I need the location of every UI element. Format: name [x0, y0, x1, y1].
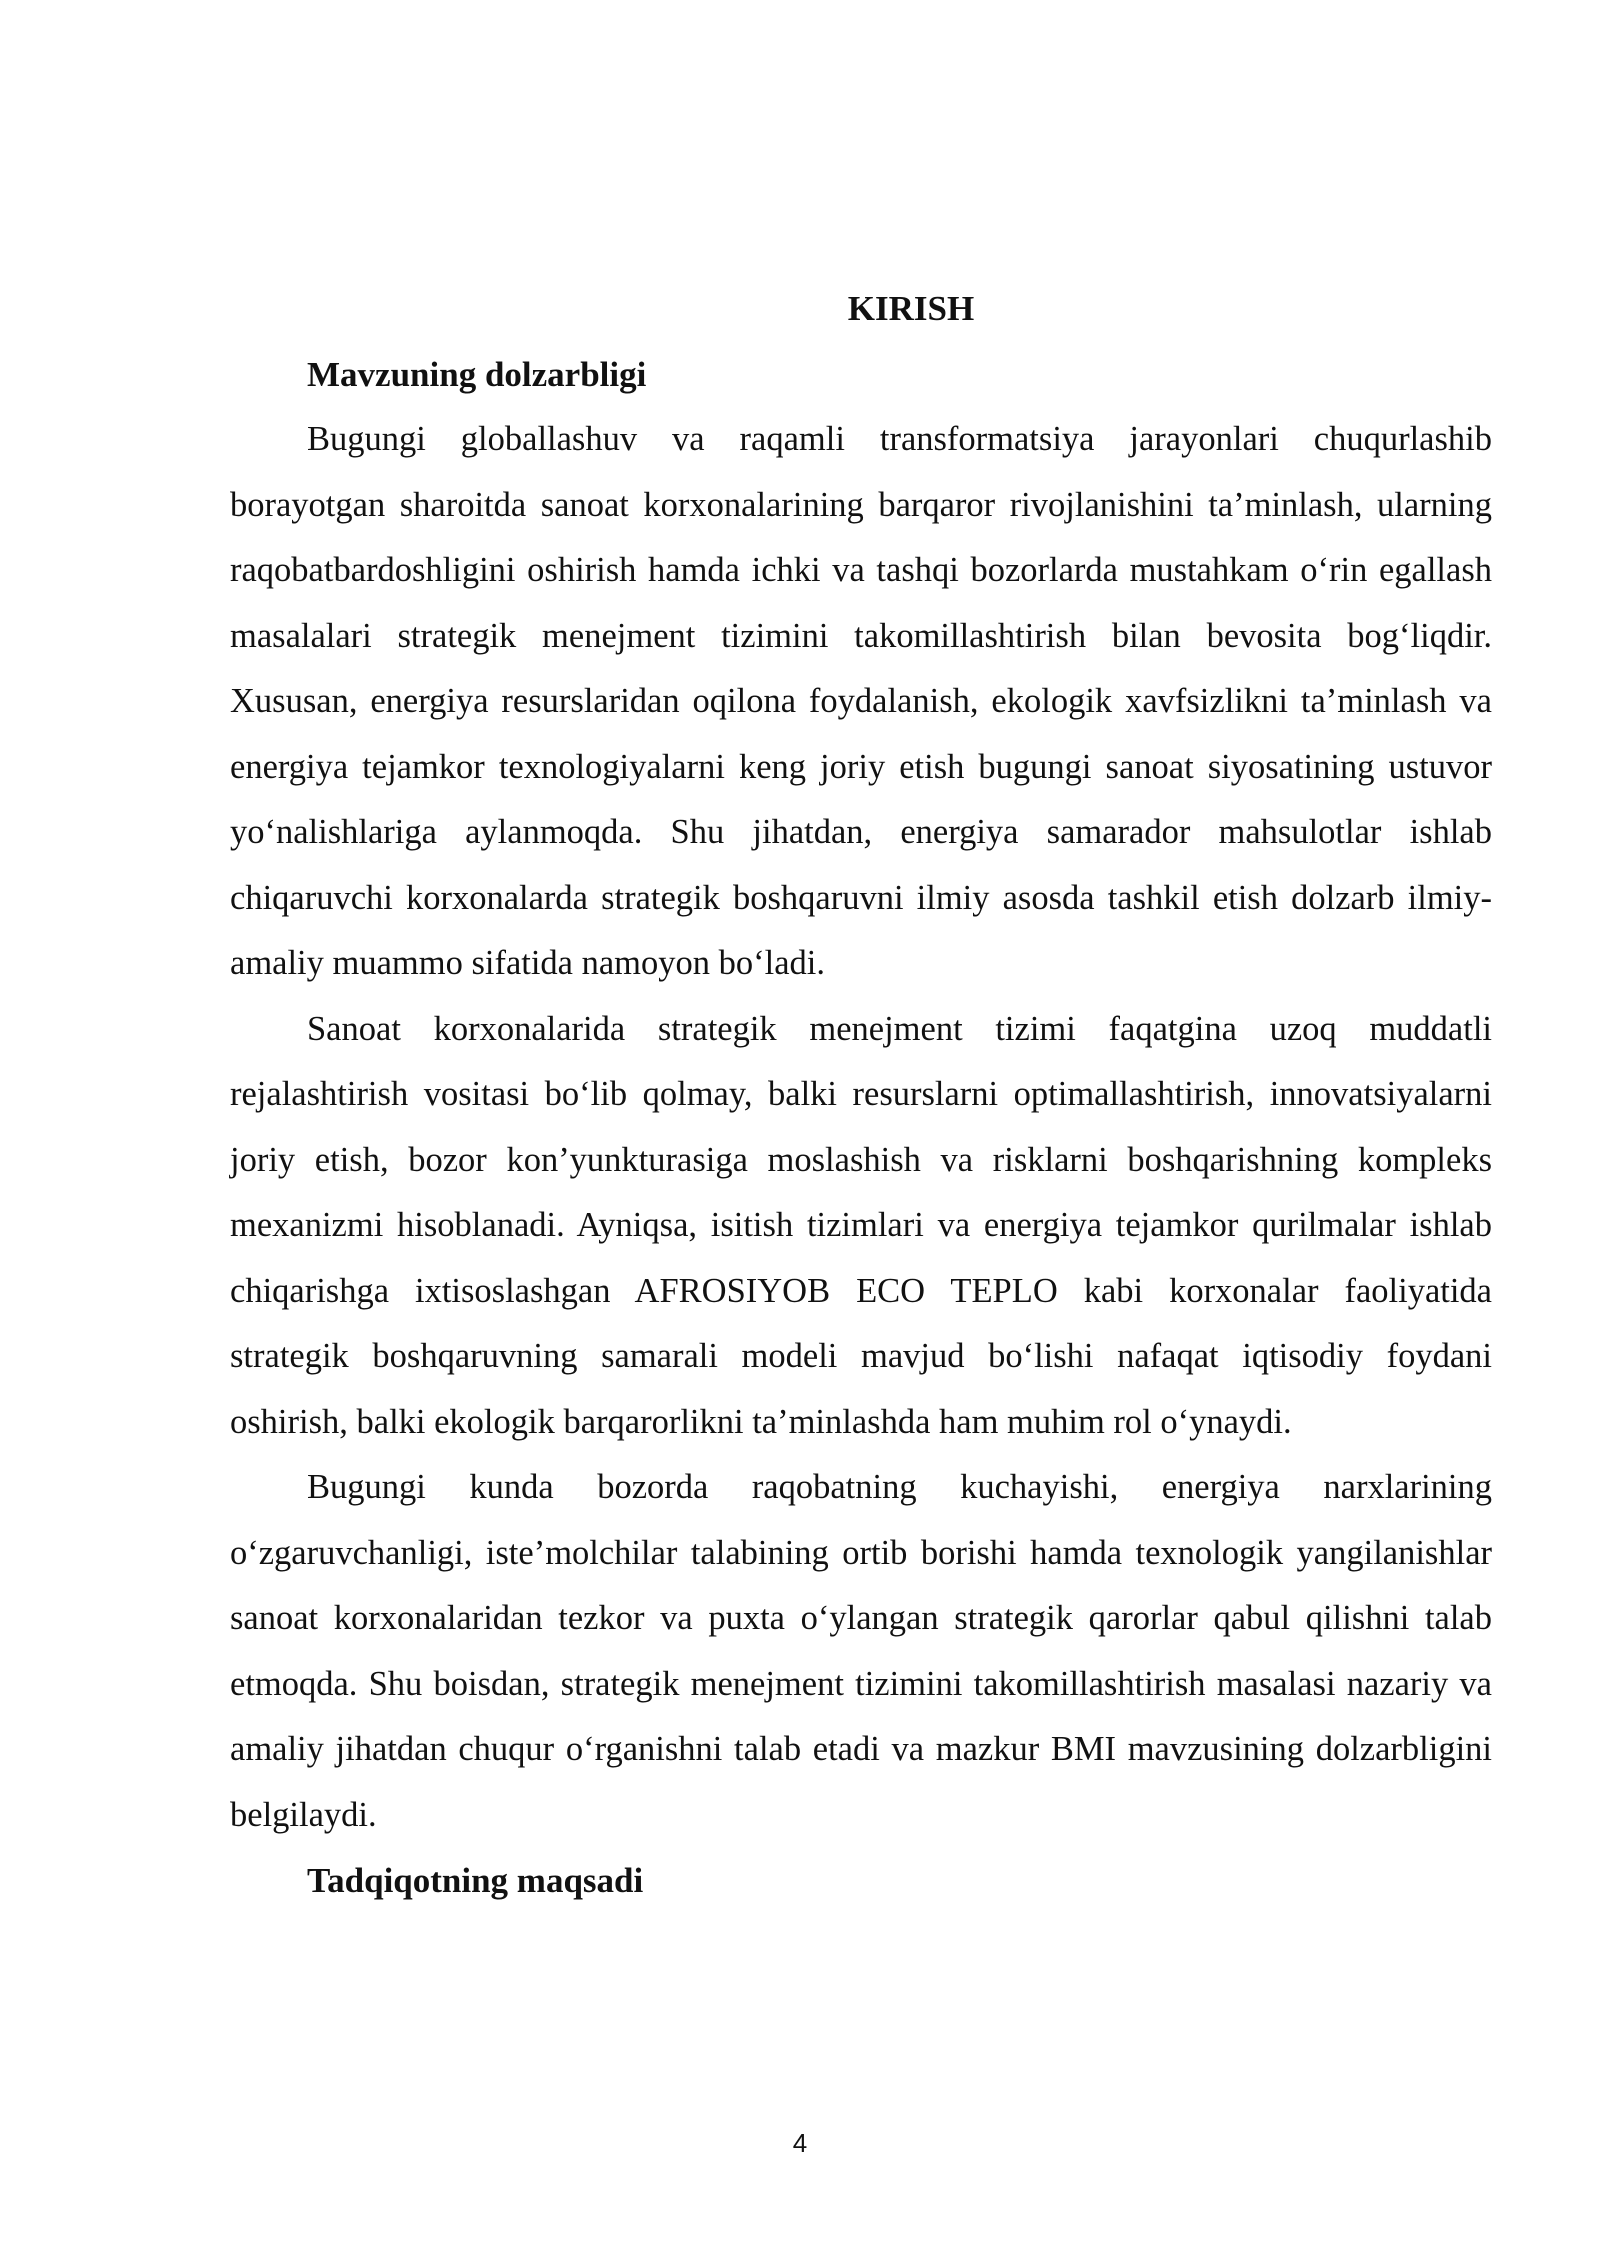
page-content [230, 276, 1492, 1914]
section-heading-research-goal: Tadqiqotning maqsadi [307, 1861, 644, 1900]
paragraph-1: Bugungi globallashuv va raqamli transformatsiya jarayonlari chuqurlashib borayotgan sharoitda sanoat korxonalarining barqaror rivojlanishini ta’minlash, ularning raqobatbardoshligini oshirish hamda ichki va tashqi bozorlarda mustahkam o‘rin egallash masalalari strategik menejment tizimini takomillashtirish bilan bevosita bog‘liqdir. Xususan, energiya resurslaridan oqilona foydalanish, ekologik xavfsizlikni ta’minlash va energiya tejamkor texnologiyalarni keng joriy etish bugungi sanoat siyosatining ustuvor yo‘nalishlariga aylanmoqda. Shu jihatdan, energiya samarador mahsulotlar ishlab chiqaruvchi korxonalarda strategik boshqaruvni ilmiy asosda tashkil etish dolzarb ilmiy-amaliy muammo sifatida namoyon bo‘ladi. [230, 420, 1492, 982]
page-title: KIRISH [847, 289, 975, 328]
page-number: 4 [792, 2128, 808, 2158]
section-heading-relevance: Mavzuning dolzarbligi [307, 354, 647, 394]
paragraph-2: Sanoat korxonalarida strategik menejment tizimi faqatgina uzoq muddatli rejalashtirish vositasi bo‘lib qolmay, balki resurslarni optimallashtirish, innovatsiyalarni joriy etish, bozor kon’yunkturasiga moslashish va risklarni boshqarishning kompleks mexanizmi hisoblanadi. Ayniqsa, isitish tizimlari va energiya tejamkor qurilmalar ishlab chiqarishga ixtisoslashgan AFROSIYOB ECO TEPLO kabi korxonalar faoliyatida strategik boshqaruvning samarali modeli mavjud bo‘lishi nafaqat iqtisodiy foydani oshirish, balki ekologik barqarorlikni ta’minlashda ham muhim rol o‘ynaydi. [230, 1009, 1492, 1441]
paragraph-3: Bugungi kunda bozorda raqobatning kuchayishi, energiya narxlarining o‘zgaruvchanligi, iste’molchilar talabining ortib borishi hamda texnologik yangilanishlar sanoat korxonalaridan tezkor va puxta o‘ylangan strategik qarorlar qabul qilishni talab etmoqda. Shu boisdan, strategik menejment tizimini takomillashtirish masalasi nazariy va amaliy jihatdan chuqur o‘rganishni talab etadi va mazkur BMI mavzusining dolzarbligini belgilaydi. [230, 1468, 1492, 1834]
